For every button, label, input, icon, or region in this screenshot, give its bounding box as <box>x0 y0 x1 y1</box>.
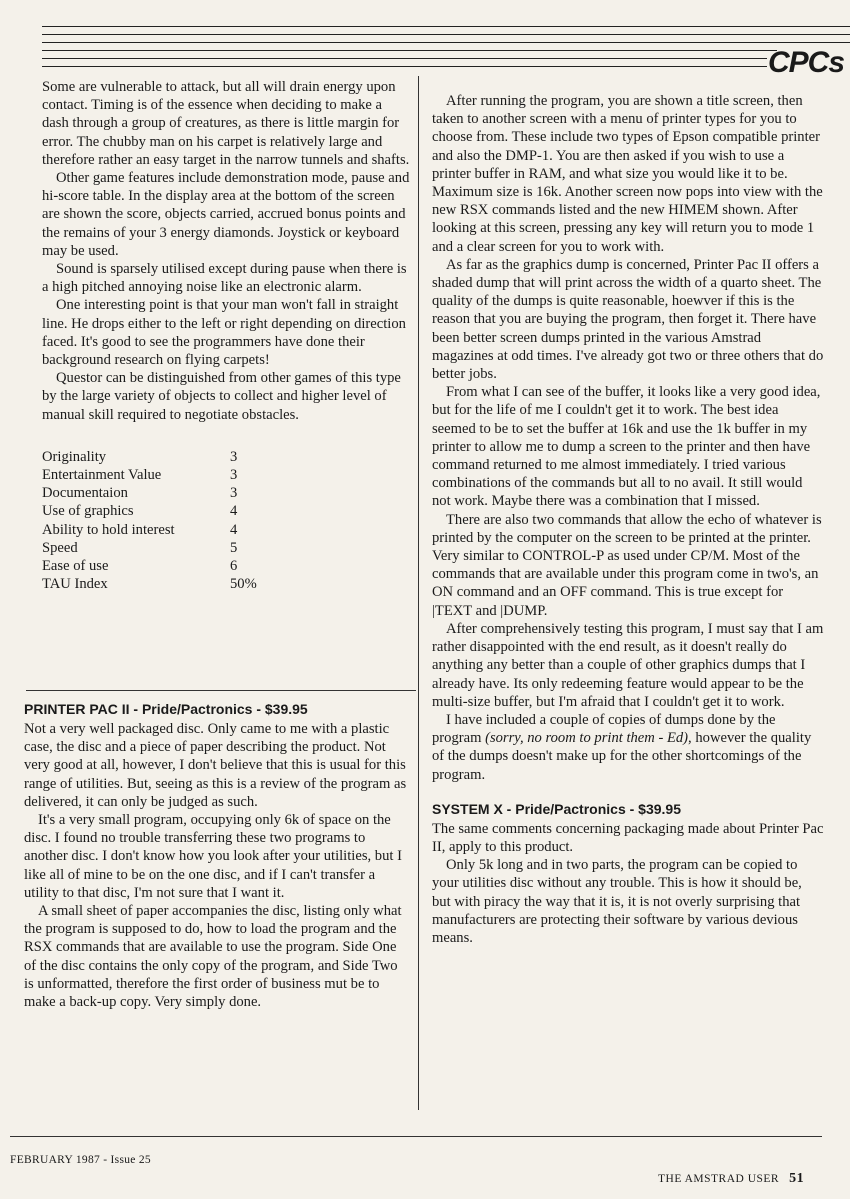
paragraph: Only 5k long and in two parts, the program can be copied to your utilities disc without any trouble. This is how it should be, but with piracy the way that it is, it is not overly surprising that manufacturers are protecting their software by various devious means. <box>432 857 802 946</box>
footer-rule <box>10 1136 822 1137</box>
rating-row <box>42 521 412 539</box>
footer-magazine <box>658 1171 804 1187</box>
paragraph: Not a very well packaged disc. Only came to me with a plastic case, the disc and a piece of paper describing the product. Not very good at all, however, I don't believe that this is usual for this range of utilities. But, seeing as this is a review of the program as delivered, it can only be judged as such. <box>24 721 407 810</box>
header-rule <box>42 50 777 51</box>
paragraph: Sound is sparsely utilised except during pause when there is a high pitched annoying noise like an electronic alarm. <box>42 261 407 296</box>
rating-label: Originality <box>42 448 107 465</box>
page-number: 51 <box>789 1171 805 1186</box>
column-divider <box>418 76 419 1110</box>
header-rule <box>42 66 767 67</box>
ratings-table <box>42 448 412 594</box>
rating-row <box>42 539 412 557</box>
rating-value: 3 <box>230 467 238 484</box>
paragraph <box>432 711 824 784</box>
section-brand: CPCs <box>768 46 845 79</box>
review-printer-pac-continued <box>432 92 824 711</box>
rating-value: 6 <box>230 557 238 574</box>
rating-label: Speed <box>42 539 78 556</box>
rating-row <box>42 502 412 520</box>
rating-label: Documentaion <box>42 485 128 502</box>
rating-label: Ability to hold interest <box>42 521 175 538</box>
rating-label: TAU Index <box>42 576 108 593</box>
right-column <box>432 92 824 947</box>
rating-row <box>42 484 412 502</box>
paragraph: Questor can be distinguished from other games of this type by the large variety of objects to collect and higher level of manual skill required to negotiate obstacles. <box>42 370 401 423</box>
rating-value: 3 <box>230 485 238 502</box>
review-heading-system-x: SYSTEM X - Pride/Pactronics - $39.95 <box>432 800 681 817</box>
paragraph: Some are vulnerable to attack, but all will drain energy upon contact. Timing is of the essence when deciding to make a dash through a group of creatures, as there is little margin for error. The chubby man on his carpet is relatively large and therefore rather an easy target in the narrow tunnels and shafts. <box>42 79 410 168</box>
paragraph: From what I can see of the buffer, it looks like a very good idea, but for the life of me I couldn't get it to work. The best idea seemed to be to set the buffer at 16k and use the 1k buffer in my printer to allow me to dump a screen to the printer and then have command returned to me almost immediately. I tried various combinations of the commands but all to no avail. It still would not work. Maybe there was a combination that I missed. <box>432 384 821 510</box>
rating-value: 4 <box>230 521 238 538</box>
paragraph: One interesting point is that your man won't fall in straight line. He drops either to the left or right depending on direction faced. It's good to see the programmers have done their background research on flying carpets! <box>42 297 406 369</box>
rating-row <box>42 575 412 593</box>
paragraph: A small sheet of paper accompanies the disc, listing only what the program is supposed to do, how to load the program and the RSX commands that are available to use the program. Side One of the disc contains the only copy of the program, and Side Two is unformatted, therefore the first order of business mut be to make a back-up copy. Very simply done. <box>24 903 402 1011</box>
rating-value: 50% <box>230 576 257 593</box>
text: I have included a couple of copies of dumps done by the program <box>432 711 776 747</box>
header-rule <box>42 58 767 59</box>
issue-label: FEBRUARY 1987 - Issue 25 <box>10 1154 151 1166</box>
paragraph: It's a very small program, occupying only 6k of space on the disc. I found no trouble transferring these two programs to another disc. I don't know how you look after your utilities, but I like all of mine to be on the one disc, and if I can't transfer a utility to that disc, I'm not sure that I want it. <box>24 812 402 901</box>
paragraph: As far as the graphics dump is concerned, Printer Pac II offers a shaded dump that will print across the width of a quarto sheet. The quality of the dumps is quite reasonable, hoewver if this is the reason that you are buying the program, then forget it. There have been better screen dumps printed in the various Amstrad magazines at odd times. I've already got two or three others that do better jobs. <box>432 256 824 383</box>
review-system-x-body <box>432 820 824 947</box>
magazine-name: THE AMSTRAD USER <box>658 1173 780 1185</box>
header-rule <box>42 26 850 27</box>
rating-label: Ease of use <box>42 557 109 574</box>
rating-value: 4 <box>230 503 238 520</box>
header-rule <box>42 34 850 35</box>
paragraph: After comprehensively testing this program, I must say that I am rather disappointed with the end result, as it doesn't really do anything any better than a couple of other graphics dumps that I already have. Its only redeeming feature would appear to be the multi-size buffer, but I'm afraid that I couldn't get it to work. <box>432 620 824 710</box>
paragraph: The same comments concerning packaging made about Printer Pac II, apply to this product. <box>432 820 824 855</box>
rating-row <box>42 466 412 484</box>
header-rule <box>42 42 850 43</box>
rating-value: 3 <box>230 448 238 465</box>
rating-label: Entertainment Value <box>42 467 162 484</box>
review-printer-pac-body <box>24 720 408 1011</box>
paragraph: There are also two commands that allow the echo of whatever is printed by the computer on the screen to be printed at the printer. Very similar to CONTROL-P as used under CP/M. Most of the commands that are available under this program come in two's, an ON command and an OFF command. This is true except for |TEXT and |DUMP. <box>432 511 822 619</box>
paragraph: Other game features include demonstration mode, pause and hi-score table. In the display area at the bottom of the screen are shown the score, objects carried, accrued bonus points and the remains of your 3 energy diamonds. Joystick or keyboard may be used. <box>42 170 410 259</box>
rating-label: Use of graphics <box>42 503 134 520</box>
paragraph: After running the program, you are shown a title screen, then taken to another screen with a menu of printer types for you to choose from. These include two types of Epson compatible printer and also the DMP-1. You are then asked if you wish to use a printer buffer in RAM, and what size you would like it to be. Maximum size is 16k. Another screen now pops into view with the new RSX commands listed and the new HIMEM shown. After looking at this screen, pressing any key will return you to mode 1 and a clear screen for you to work with. <box>432 93 823 255</box>
rating-value: 5 <box>230 539 238 556</box>
review-questor-body <box>42 78 412 424</box>
rating-row <box>42 557 412 575</box>
text: , however the quality of the dumps doesn't make up for the other shortcomings of the program. <box>432 730 812 783</box>
rating-row <box>42 448 412 466</box>
left-column-lower <box>24 700 408 1011</box>
editor-note: (sorry, no room to print them - Ed) <box>485 730 689 747</box>
section-divider <box>26 690 416 691</box>
review-heading-printer-pac: PRINTER PAC II - Pride/Pactronics - $39.95 <box>24 701 308 717</box>
left-column <box>42 78 412 593</box>
